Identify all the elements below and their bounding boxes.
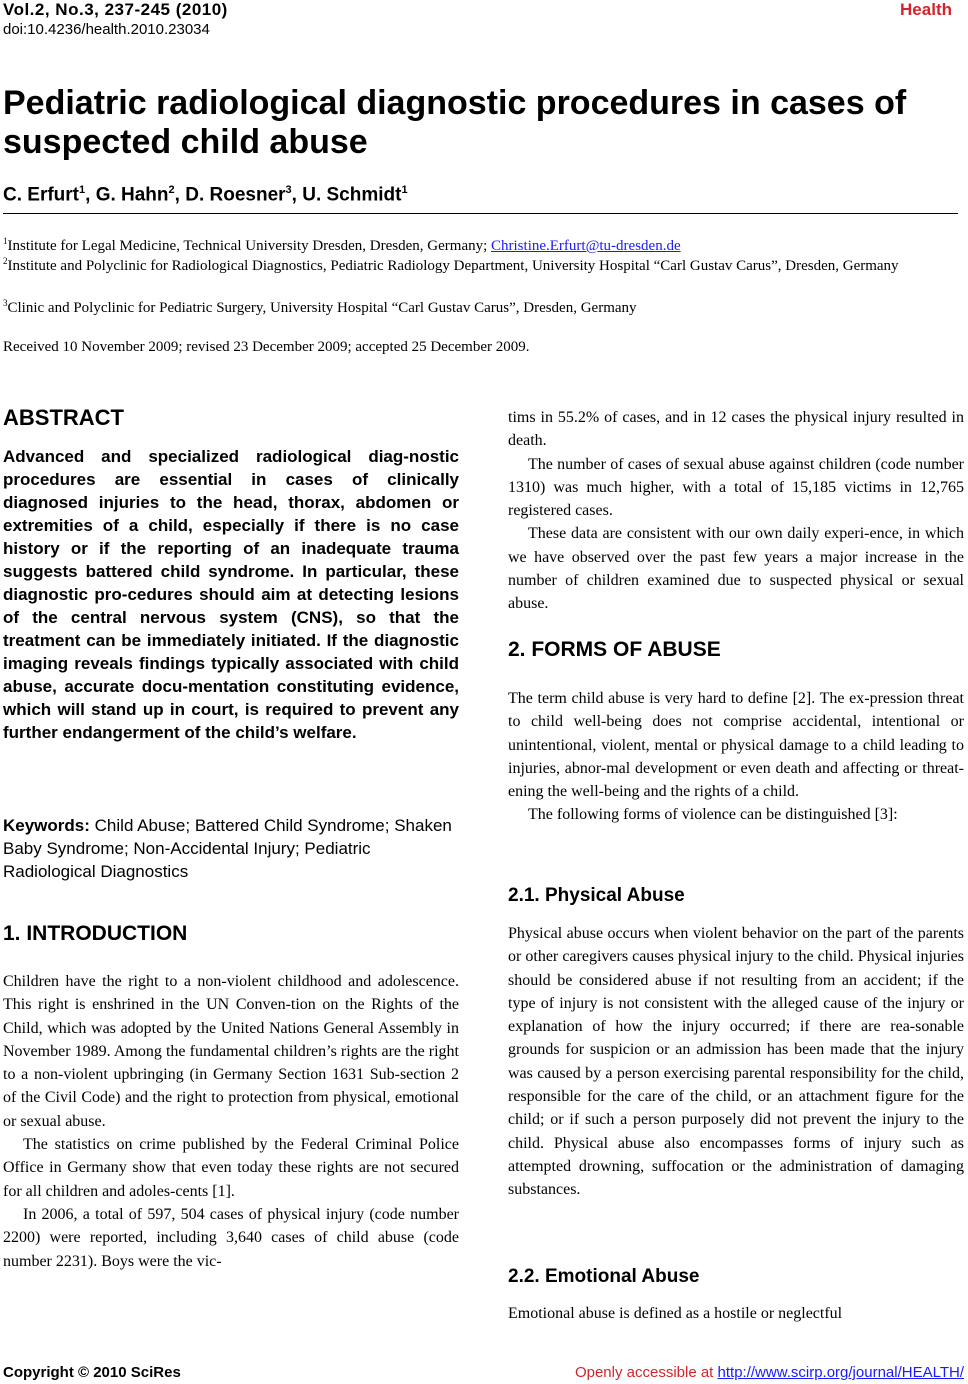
paragraph: The term child abuse is very hard to define [2]. The ex-pression threat to child well-being does not comprise accidental, intentional or unintentional, violent, mental or physical damage to a child leading to injuries, abnor-mal development or even death and affecting or threat-ening the well-being and the rights of a child. <box>508 690 964 801</box>
keywords-list: Child Abuse; Battered Child Syndrome; Shaken Baby Syndrome; Non-Accidental Injury; Pediatric Radiological Diagnostics <box>3 816 452 881</box>
author-affil-sup: 2 <box>168 184 175 196</box>
affil-text: Institute for Legal Medicine, Technical University Dresden, Dresden, Germany; <box>7 238 492 254</box>
author-email-link[interactable]: Christine.Erfurt@tu-dresden.de <box>491 238 681 254</box>
paragraph: These data are consistent with our own daily experi-ence, in which we have observed over the past few years a major increase in the number of children examined due to suspected physical or sexual abuse. <box>508 525 964 613</box>
paragraph: Children have the right to a non-violent childhood and adolescence. This right is enshrined in the UN Conven-tion on the Rights of the Child, which was adopted by the United Nations General Assembly in November 1989. Among the fundamental children’s rights are the right to a non-violent upbringing (in Germany Section 1631 Sub-section 2 of the Civil Code) and the right to protection from physical, emotional or sexual abuse. <box>3 973 459 1130</box>
author-list <box>3 184 408 206</box>
abstract-heading: ABSTRACT <box>3 405 124 430</box>
copyright: Copyright © 2010 SciRes <box>3 1364 181 1381</box>
keywords-label: Keywords: <box>3 816 90 835</box>
subsection-heading-emotional-abuse: 2.2. Emotional Abuse <box>508 1266 700 1287</box>
affil-sup: 3 <box>3 298 8 308</box>
author-affil-sup: 1 <box>79 184 86 196</box>
doi: doi:10.4236/health.2010.23034 <box>3 21 210 38</box>
section-heading-introduction: 1. INTRODUCTION <box>3 922 188 945</box>
emotional-abuse-body <box>508 1302 964 1325</box>
author-affil-sup: 3 <box>285 184 292 196</box>
paragraph: Physical abuse occurs when violent behavior on the part of the parents or other caregivers causes physical injury to the child. Physical injuries should be considered abuse if not resulting from an accident; if the type of injury is not consistent with the alleged cause of the injury or explanation of how the injury occurred; if there are rea-sonable grounds for suspicion or an admission has been made that the injury was caused by a person exercising parental responsibility for the child, responsible for the care of the child, or an attachment figure for the child; or if such a person purposely did not prevent the injury to the child. Physical abuse also encompasses forms of injury such as attempted drowning, suffocation or the administration of damaging substances. <box>508 925 964 1199</box>
author-affil-sup: 1 <box>401 184 408 196</box>
affiliation-2 <box>3 251 963 276</box>
subsection-heading-physical-abuse: 2.1. Physical Abuse <box>508 885 685 906</box>
author-name: G. Hahn <box>95 184 169 206</box>
open-access-label: Openly accessible at <box>574 1364 718 1381</box>
paragraph: The number of cases of sexual abuse against children (code number 1310) was much higher, with a total of 15,185 victims in 12,765 registered cases. <box>508 455 964 520</box>
received-dates: Received 10 November 2009; revised 23 December 2009; accepted 25 December 2009. <box>3 339 530 355</box>
author-separator: , <box>291 184 303 206</box>
section-heading-forms-of-abuse: 2. FORMS OF ABUSE <box>508 638 721 661</box>
author-separator: , <box>174 184 186 206</box>
paragraph: Emotional abuse is defined as a hostile or neglectful <box>508 1305 843 1322</box>
physical-abuse-body <box>508 922 964 1202</box>
paper-title: Pediatric radiological diagnostic procedures in cases of suspected child abuse <box>3 84 907 161</box>
volume-info: Vol.2, No.3, 237-245 (2010) <box>3 0 228 19</box>
author-name: D. Roesner <box>185 184 286 206</box>
paragraph: tims in 55.2% of cases, and in 12 cases the physical injury resulted in death. <box>508 409 964 450</box>
open-access-note <box>575 1364 964 1381</box>
paragraph: The statistics on crime published by the Federal Criminal Police Office in Germany show that even today these rights are not secured for all children and adoles-cents [1]. <box>3 1136 459 1200</box>
abstract-text: Advanced and specialized radiological diag-nostic procedures are essential in cases of clinically diagnosed injuries to the head, thorax, abdomen or extremities of a child, especially if there is no case history or if the reporting of an inadequate trauma suggests battered child syndrome. In particular, these diagnostic pro-cedures should aim at detecting lesions of the central nervous system (CNS), so that the treatment can be immediately initiated. If the diagnostic imaging reveals findings typically associated with child abuse, accurate docu-mentation constituting evidence, which will stand up in court, is required to prevent any further endangerment of the child’s welfare. <box>3 447 459 742</box>
affil-text: Clinic and Polyclinic for Pediatric Surgery, University Hospital “Carl Gustav Carus”, Dresden, Germany <box>7 300 637 316</box>
introduction-continued <box>508 406 964 616</box>
paragraph: In 2006, a total of 597, 504 cases of physical injury (code number 2200) were reported, including 3,640 cases of child abuse (code number 2231). Boys were the vic- <box>3 1205 459 1270</box>
journal-name: Health <box>900 0 952 19</box>
author-name: U. Schmidt <box>302 184 402 206</box>
author-name: C. Erfurt <box>3 184 79 206</box>
affil-sup: 2 <box>3 256 8 266</box>
forms-of-abuse-body <box>508 687 964 827</box>
keywords <box>3 814 459 883</box>
author-separator: , <box>85 184 96 206</box>
paragraph: The following forms of violence can be distinguished [3]: <box>528 806 898 824</box>
affil-text: Institute and Polyclinic for Radiological Diagnostics, Pediatric Radiology Department, University Hospital “Carl Gustav Carus”, Dresden, Germany <box>7 258 899 274</box>
introduction-body <box>3 970 459 1273</box>
title-divider <box>3 213 958 214</box>
affiliation-3 <box>3 293 963 318</box>
affil-sup: 1 <box>3 236 8 246</box>
journal-url-link[interactable]: http://www.scirp.org/journal/HEALTH/ <box>717 1364 964 1381</box>
